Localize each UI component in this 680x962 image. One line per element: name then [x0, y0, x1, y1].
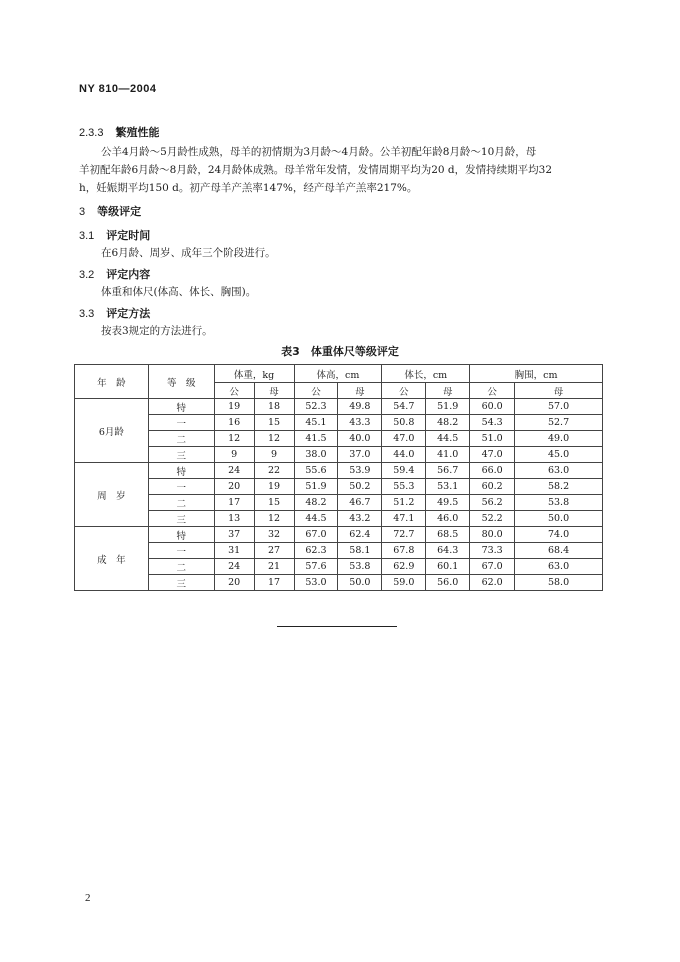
section-number: 3.2	[79, 269, 95, 281]
value-cell: 50.8	[382, 415, 426, 431]
grade-cell: 特	[148, 527, 214, 543]
value-cell: 13	[214, 511, 254, 527]
value-cell: 50.0	[515, 511, 603, 527]
value-cell: 54.3	[470, 415, 515, 431]
section-number: 3.3	[79, 308, 95, 320]
section-3-2-heading	[79, 266, 150, 282]
value-cell: 52.3	[294, 399, 338, 415]
value-cell: 62.9	[382, 559, 426, 575]
value-cell: 47.0	[470, 447, 515, 463]
header-male: 公	[470, 383, 515, 399]
value-cell: 31	[214, 543, 254, 559]
value-cell: 59.4	[382, 463, 426, 479]
age-cell: 6月龄	[75, 399, 149, 463]
section-3-2-body: 体重和体尺(体高、体长、胸围)。	[101, 286, 257, 298]
value-cell: 9	[214, 447, 254, 463]
grade-cell: 二	[148, 495, 214, 511]
table-row	[75, 447, 603, 463]
value-cell: 37.0	[338, 447, 382, 463]
header-female: 母	[426, 383, 470, 399]
header-length: 体长，cm	[382, 365, 470, 383]
value-cell: 67.0	[294, 527, 338, 543]
end-rule	[277, 626, 397, 627]
grade-cell: 一	[148, 415, 214, 431]
value-cell: 56.0	[426, 575, 470, 591]
value-cell: 60.1	[426, 559, 470, 575]
value-cell: 20	[214, 575, 254, 591]
section-number: 3.1	[79, 230, 95, 242]
value-cell: 53.8	[338, 559, 382, 575]
value-cell: 62.4	[338, 527, 382, 543]
grade-cell: 三	[148, 511, 214, 527]
value-cell: 12	[254, 431, 294, 447]
table-body	[75, 399, 603, 591]
value-cell: 62.3	[294, 543, 338, 559]
grade-cell: 特	[148, 463, 214, 479]
section-number: 3	[79, 206, 86, 218]
value-cell: 47.0	[382, 431, 426, 447]
value-cell: 53.1	[426, 479, 470, 495]
value-cell: 55.3	[382, 479, 426, 495]
table-caption: 表3 体重体尺等级评定	[281, 345, 399, 358]
value-cell: 57.6	[294, 559, 338, 575]
header-male: 公	[382, 383, 426, 399]
table-row	[75, 431, 603, 447]
value-cell: 58.2	[515, 479, 603, 495]
value-cell: 12	[214, 431, 254, 447]
value-cell: 27	[254, 543, 294, 559]
value-cell: 80.0	[470, 527, 515, 543]
section-3-heading	[79, 203, 141, 219]
value-cell: 24	[214, 559, 254, 575]
value-cell: 45.0	[515, 447, 603, 463]
value-cell: 55.6	[294, 463, 338, 479]
value-cell: 63.0	[515, 559, 603, 575]
table-row	[75, 463, 603, 479]
value-cell: 49.5	[426, 495, 470, 511]
value-cell: 68.5	[426, 527, 470, 543]
header-grade: 等 级	[148, 365, 214, 399]
value-cell: 59.0	[382, 575, 426, 591]
value-cell: 54.7	[382, 399, 426, 415]
value-cell: 44.5	[426, 431, 470, 447]
table-row	[75, 543, 603, 559]
table-row	[75, 495, 603, 511]
section-title: 评定方法	[106, 307, 151, 320]
value-cell: 58.1	[338, 543, 382, 559]
value-cell: 60.2	[470, 479, 515, 495]
value-cell: 56.2	[470, 495, 515, 511]
value-cell: 22	[254, 463, 294, 479]
value-cell: 48.2	[294, 495, 338, 511]
section-title: 繁殖性能	[115, 126, 160, 139]
age-cell: 周 岁	[75, 463, 149, 527]
value-cell: 9	[254, 447, 294, 463]
header-female: 母	[254, 383, 294, 399]
value-cell: 60.0	[470, 399, 515, 415]
table-row	[75, 399, 603, 415]
header-male: 公	[294, 383, 338, 399]
section-title: 评定时间	[106, 229, 151, 242]
section-title: 评定内容	[106, 268, 151, 281]
value-cell: 51.9	[294, 479, 338, 495]
grade-cell: 二	[148, 559, 214, 575]
value-cell: 50.2	[338, 479, 382, 495]
section-3-3-heading	[79, 305, 150, 321]
header-male: 公	[214, 383, 254, 399]
value-cell: 46.7	[338, 495, 382, 511]
value-cell: 15	[254, 495, 294, 511]
value-cell: 24	[214, 463, 254, 479]
standard-code: NY 810—2004	[79, 83, 157, 95]
value-cell: 53.0	[294, 575, 338, 591]
grade-table	[74, 364, 603, 591]
value-cell: 16	[214, 415, 254, 431]
section-3-1-heading	[79, 227, 150, 243]
value-cell: 44.0	[382, 447, 426, 463]
value-cell: 62.0	[470, 575, 515, 591]
value-cell: 64.3	[426, 543, 470, 559]
value-cell: 51.9	[426, 399, 470, 415]
value-cell: 47.1	[382, 511, 426, 527]
section-2-3-3-heading	[79, 124, 159, 140]
value-cell: 51.0	[470, 431, 515, 447]
value-cell: 48.2	[426, 415, 470, 431]
header-female: 母	[338, 383, 382, 399]
grade-cell: 一	[148, 543, 214, 559]
section-3-3-body: 按表3规定的方法进行。	[101, 325, 213, 337]
value-cell: 21	[254, 559, 294, 575]
value-cell: 41.0	[426, 447, 470, 463]
value-cell: 53.8	[515, 495, 603, 511]
value-cell: 53.9	[338, 463, 382, 479]
value-cell: 73.3	[470, 543, 515, 559]
value-cell: 66.0	[470, 463, 515, 479]
value-cell: 20	[214, 479, 254, 495]
value-cell: 18	[254, 399, 294, 415]
value-cell: 67.8	[382, 543, 426, 559]
header-female: 母	[515, 383, 603, 399]
value-cell: 43.3	[338, 415, 382, 431]
value-cell: 50.0	[338, 575, 382, 591]
value-cell: 72.7	[382, 527, 426, 543]
value-cell: 37	[214, 527, 254, 543]
section-title: 等级评定	[97, 205, 142, 218]
value-cell: 17	[254, 575, 294, 591]
value-cell: 40.0	[338, 431, 382, 447]
section-3-1-body: 在6月龄、周岁、成年三个阶段进行。	[101, 247, 276, 259]
header-age: 年 龄	[75, 365, 149, 399]
value-cell: 57.0	[515, 399, 603, 415]
value-cell: 74.0	[515, 527, 603, 543]
grade-cell: 一	[148, 479, 214, 495]
body-line: 公羊4月龄～5月龄性成熟，母羊的初情期为3月龄～4月龄。公羊初配年龄8月龄～10月龄，母	[101, 146, 537, 158]
table-row	[75, 559, 603, 575]
value-cell: 43.2	[338, 511, 382, 527]
header-weight: 体重，kg	[214, 365, 294, 383]
grade-cell: 二	[148, 431, 214, 447]
value-cell: 15	[254, 415, 294, 431]
value-cell: 32	[254, 527, 294, 543]
age-cell: 成 年	[75, 527, 149, 591]
body-line: h，妊娠期平均150 d。初产母羊产羔率147%，经产母羊产羔率217%。	[79, 182, 418, 194]
page-number: 2	[85, 892, 91, 904]
value-cell: 49.8	[338, 399, 382, 415]
value-cell: 19	[254, 479, 294, 495]
value-cell: 63.0	[515, 463, 603, 479]
value-cell: 51.2	[382, 495, 426, 511]
table-row	[75, 479, 603, 495]
value-cell: 19	[214, 399, 254, 415]
value-cell: 52.7	[515, 415, 603, 431]
value-cell: 49.0	[515, 431, 603, 447]
value-cell: 68.4	[515, 543, 603, 559]
table-row	[75, 527, 603, 543]
table-row	[75, 415, 603, 431]
table-row	[75, 575, 603, 591]
value-cell: 45.1	[294, 415, 338, 431]
body-line: 羊初配年龄6月龄～8月龄，24月龄体成熟。母羊常年发情，发情周期平均为20 d，发情持续期平均32	[79, 164, 553, 176]
value-cell: 46.0	[426, 511, 470, 527]
grade-cell: 三	[148, 575, 214, 591]
value-cell: 12	[254, 511, 294, 527]
grade-cell: 三	[148, 447, 214, 463]
section-2-3-3-body	[79, 143, 619, 197]
grade-cell: 特	[148, 399, 214, 415]
value-cell: 44.5	[294, 511, 338, 527]
value-cell: 67.0	[470, 559, 515, 575]
value-cell: 17	[214, 495, 254, 511]
header-height: 体高，cm	[294, 365, 382, 383]
value-cell: 52.2	[470, 511, 515, 527]
section-number: 2.3.3	[79, 127, 104, 139]
value-cell: 41.5	[294, 431, 338, 447]
table-row	[75, 511, 603, 527]
value-cell: 56.7	[426, 463, 470, 479]
value-cell: 38.0	[294, 447, 338, 463]
header-chest: 胸围，cm	[470, 365, 603, 383]
value-cell: 58.0	[515, 575, 603, 591]
